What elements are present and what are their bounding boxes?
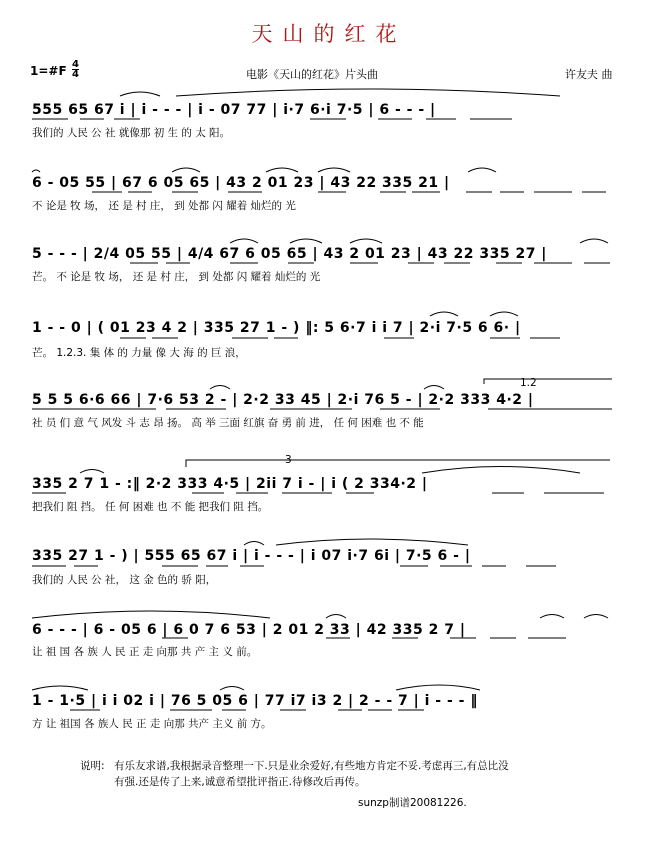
slur-l3b xyxy=(290,239,322,243)
song-subtitle: 电影《天山的红花》片头曲 xyxy=(246,68,378,81)
slur-l2b xyxy=(266,168,298,172)
score-line-2: 6 - 05 55 | 67 6 05 65 | 43 2 01 23 | 43 22 335 21 | xyxy=(32,175,450,191)
score-line-6: 335 2 7 1 - :‖ 2·2 333 4·5 | 2ii 7 i - | i ( 2 334·2 | xyxy=(32,476,428,492)
slur-l3a xyxy=(230,239,258,243)
score-line-9: 1 - 1·5 | i i 02 i | 76 5 05 6 | 77 i7 i3 2 | 2 - - 7 | i - - - ‖ xyxy=(32,693,478,709)
signature: sunzp制谱20081226. xyxy=(358,797,467,809)
volta-1-2: 1.2 xyxy=(520,377,537,389)
slur-l9c xyxy=(396,685,480,690)
song-title: 天山的红花 xyxy=(251,22,407,46)
volta-bracket-1-2 xyxy=(484,379,612,384)
note-line-1: 有乐友求谱,我根据录音整理一下.只是业余爱好,有些地方肯定不妥.考虑再三,有总比没 xyxy=(114,760,509,772)
lyric-line-8: 让 祖 国 各 族 人 民 正 走 向那 共 产 主 义 前。 xyxy=(32,646,258,658)
score-line-8: 6 - - - | 6 - 05 6 | 6 0 7 6 53 | 2 01 2 33 | 42 335 2 7 | xyxy=(32,622,466,638)
lyric-line-5: 社 员 们 意 气 风发 斗 志 昂 扬。 高 举 三面 红旗 奋 勇 前 进， 任 何 困难 也 不 能 xyxy=(32,417,424,429)
meter-top: 4 xyxy=(72,59,79,70)
slur-l3d xyxy=(580,239,608,243)
slur-l8c xyxy=(540,615,564,619)
key-signature: 1=#F xyxy=(30,64,67,78)
slur-l2c xyxy=(318,168,350,172)
lyric-line-4: 芒。 1.2.3. 集 体 的 力量 像 大 海 的 巨 浪， xyxy=(32,347,246,359)
lyric-line-1: 我们的 人民 公 社 就像那 初 生 的 太 阳。 xyxy=(32,127,231,139)
slur-l9b xyxy=(220,687,244,691)
slur-l6a xyxy=(80,470,104,474)
lyric-line-2: 不 论是 牧 场， 还 是 村 庄， 到 处都 闪 耀着 灿烂的 光 xyxy=(32,200,296,212)
slur-l4b xyxy=(490,312,518,316)
tie-l2 xyxy=(32,170,40,172)
lyric-line-6: 把我们 阻 挡。 任 何 困难 也 不 能 把我们 阻 挡。 xyxy=(32,501,269,513)
slur-l6b xyxy=(422,467,580,474)
slur-line-1b xyxy=(120,92,160,96)
slur-line-1 xyxy=(176,89,560,96)
slur-l8a xyxy=(32,611,270,618)
slur-l5a xyxy=(210,386,230,390)
slur-l2d xyxy=(468,168,496,172)
lyric-line-3: 芒。 不 论是 牧 场， 还 是 村 庄， 到 处都 闪 耀着 灿烂的 光 xyxy=(32,271,321,283)
slur-l4a xyxy=(430,312,458,316)
slur-l9a xyxy=(32,686,88,690)
slur-l8d xyxy=(584,615,608,619)
composer-credit: 许友夫 曲 xyxy=(565,68,613,81)
slur-l5b xyxy=(424,386,444,390)
lyric-line-9: 方 让 祖国 各 族人 民 正 走 向那 共产 主义 前 方。 xyxy=(32,718,272,730)
score-line-7: 335 27 1 - ) | 555 65 67 i | i - - - | i 07 i·7 6i | 7·5 6 - | xyxy=(32,548,471,564)
slur-l2a xyxy=(172,168,200,172)
score-line-5: 5 5 5 6·6 66 | 7·6 53 2 - | 2·2 33 45 | 2·i 76 5 - | 2·2 333 4·2 | xyxy=(32,392,534,408)
slur-l3c xyxy=(350,239,382,243)
slur-l7a xyxy=(276,539,468,545)
lyric-line-7: 我们的 人民 公 社， 这 金 色的 骄 阳， xyxy=(32,574,217,586)
score-line-4: 1 - - 0 | ( 01 23 4 2 | 335 27 1 - ) ‖: 5 6·7 i i 7 | 2·i 7·5 6 6· | xyxy=(32,320,521,336)
score-line-1: 555 65 67 i | i - - - | i - 07 77 | i·7 6·i 7·5 | 6 - - - | xyxy=(32,102,436,118)
slur-l7b xyxy=(244,542,264,546)
slur-l8b xyxy=(326,615,346,619)
score-line-3: 5 - - - | 2/4 05 55 | 4/4 67 6 05 65 | 43 2 01 23 | 43 22 335 27 | xyxy=(32,246,547,262)
volta-3: 3 xyxy=(285,454,292,466)
note-label: 说明: xyxy=(80,760,105,772)
note-line-2: 有强.还是传了上来,诚意希望批评指正.待修改后再传。 xyxy=(114,776,366,788)
meter-bottom: 4 xyxy=(72,69,79,80)
volta-bracket-3 xyxy=(186,460,610,467)
